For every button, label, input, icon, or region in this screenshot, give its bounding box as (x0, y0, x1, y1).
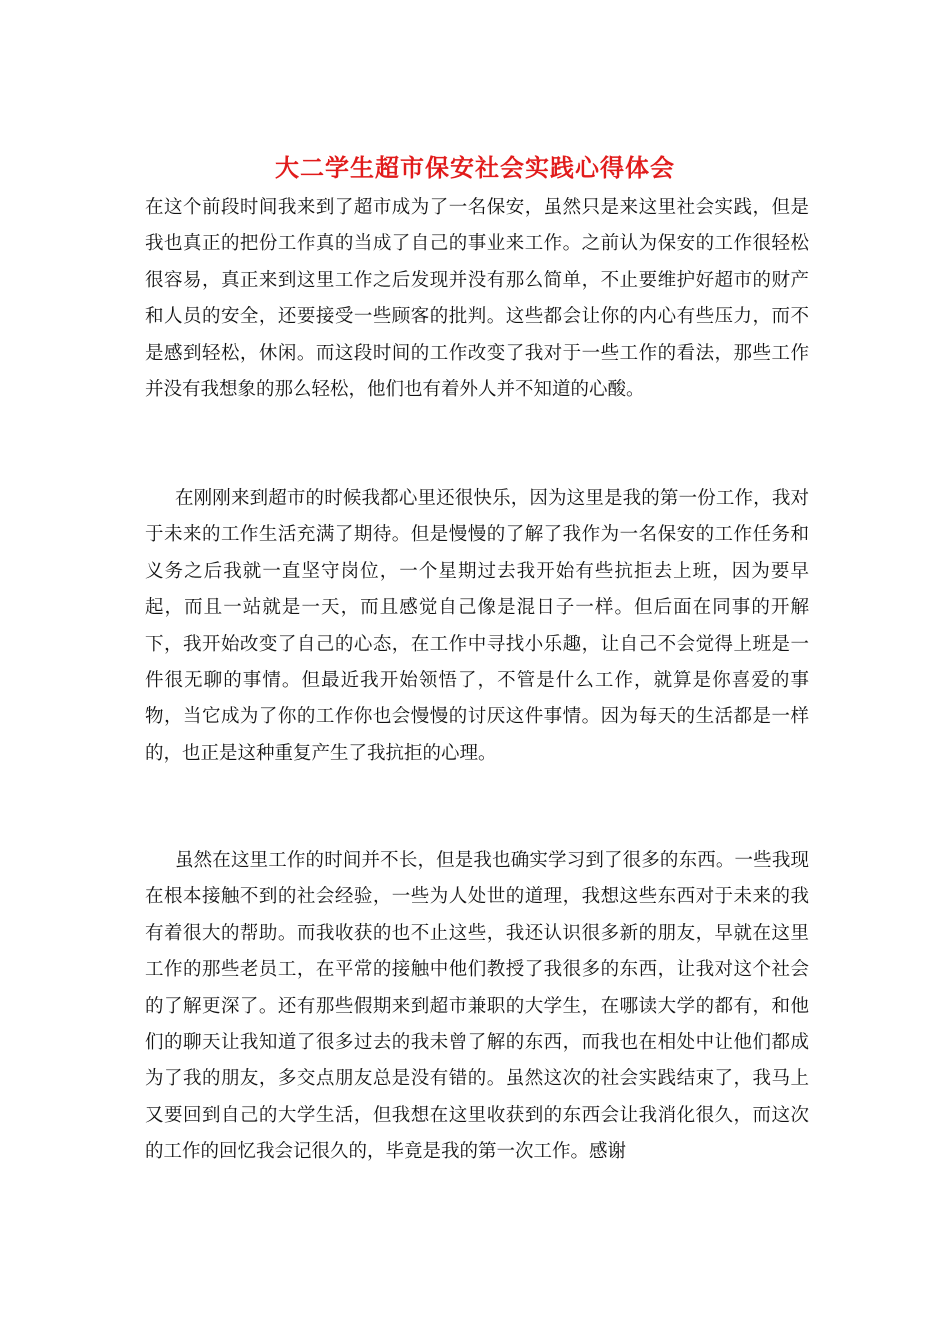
paragraph-3: 虽然在这里工作的时间并不长，但是我也确实学习到了很多的东西。一些我现在根本接触不到的社会经验，一些为人处世的道理，我想这些东西对于未来的我有着很大的帮助。而我收获的也不止这些，我还认识很多新的朋友，早就在这里工作的那些老员工，在平常的接触中他们教授了我很多的东西，让我对这个社会的了解更深了。还有那些假期来到超市兼职的大学生，在哪读大学的都有，和他们的聊天让我知道了很多过去的我未曾了解的东西，而我也在相处中让他们都成为了我的朋友，多交点朋友总是没有错的。虽然这次的社会实践结束了，我马上又要回到自己的大学生活，但我想在这里收获到的东西会让我消化很久，而这次的工作的回忆我会记很久的，毕竟是我的第一次工作。感谢 (145, 850, 809, 1163)
paragraph-1: 在这个前段时间我来到了超市成为了一名保安，虽然只是来这里社会实践，但是我也真正的把份工作真的当成了自己的事业来工作。之前认为保安的工作很轻松很容易，真正来到这里工作之后发现并没有那么简单，不止要维护好超市的财产和人员的安全，还要接受一些顾客的批判。这些都会让你的内心有些压力，而不是感到轻松，休闲。而这段时间的工作改变了我对于一些工作的看法，那些工作并没有我想象的那么轻松，他们也有着外人并不知道的心酸。 (145, 197, 809, 401)
document-title: 大二学生超市保安社会实践心得体会 (275, 153, 675, 182)
paragraph-2: 在刚刚来到超市的时候我都心里还很快乐，因为这里是我的第一份工作，我对于未来的工作生活充满了期待。但是慢慢的了解了我作为一名保安的工作任务和义务之后我就一直坚守岗位，一个星期过去我开始有些抗拒去上班，因为要早起，而且一站就是一天，而且感觉自己像是混日子一样。但后面在同事的开解下，我开始改变了自己的心态，在工作中寻找小乐趣，让自己不会觉得上班是一件很无聊的事情。但最近我开始领悟了，不管是什么工作，就算是你喜爱的事物，当它成为了你的工作你也会慢慢的讨厌这件事情。因为每天的生活都是一样的，也正是这种重复产生了我抗拒的心理。 (145, 488, 809, 764)
